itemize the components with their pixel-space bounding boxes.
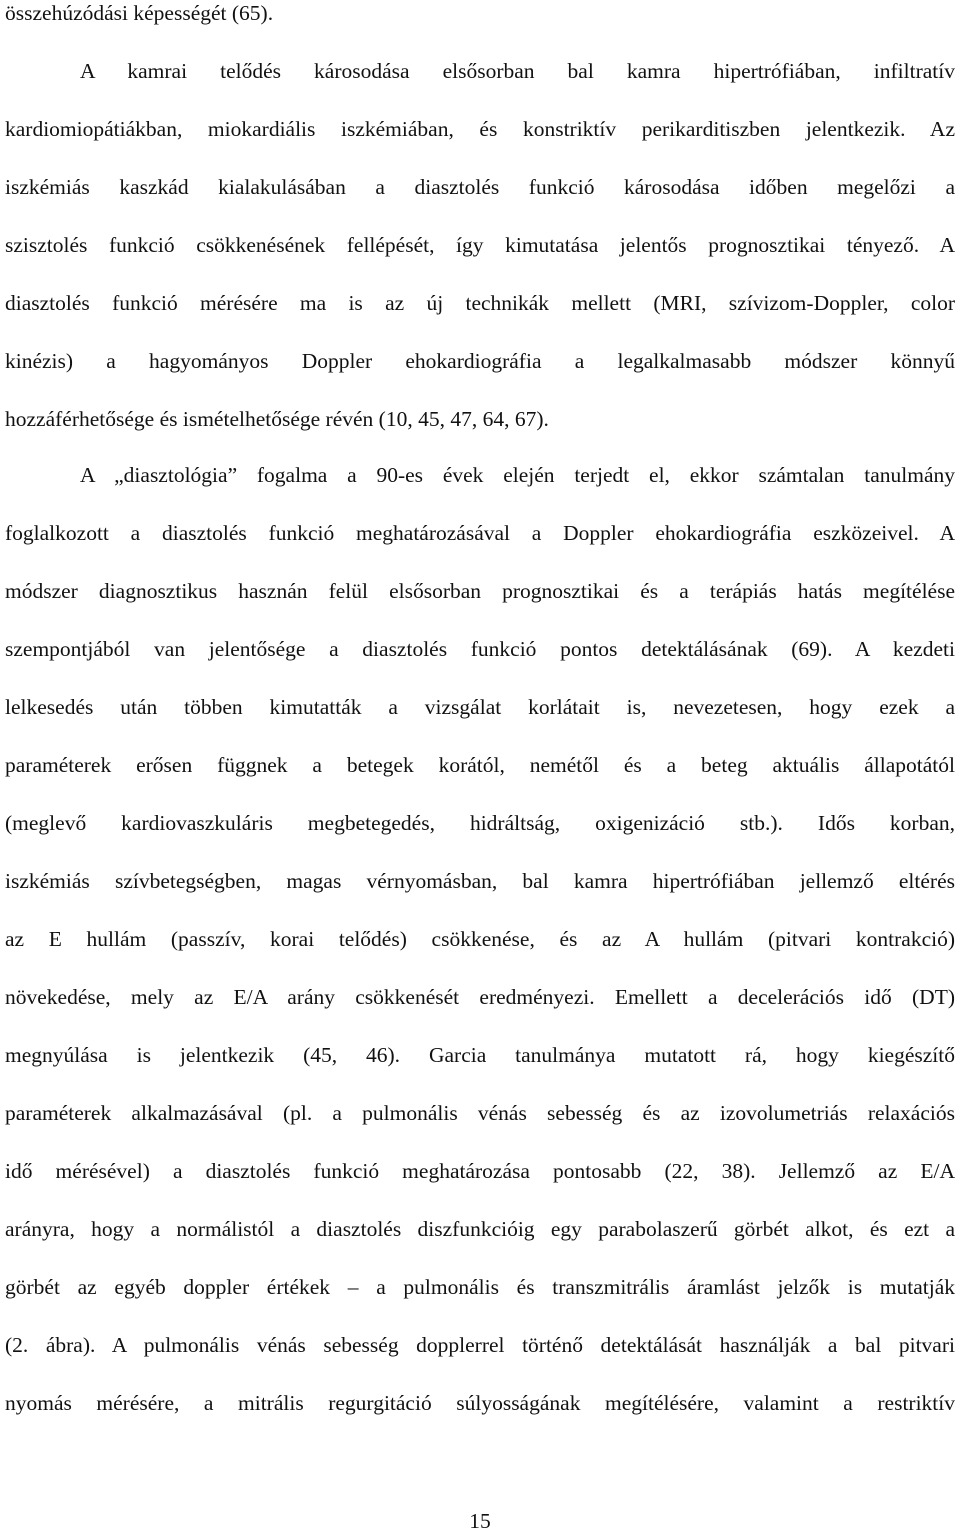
text-line: iszkémiás szívbetegségben, magas vérnyomásban, bal kamra hipertrófiában jellemző eltérés xyxy=(5,869,955,893)
text-line: diasztolés funkció mérésére ma is az új technikák mellett (MRI, szívizom-Doppler, color xyxy=(5,291,955,315)
text-line: nyomás mérésére, a mitrális regurgitáció súlyosságának megítélésére, valamint a restriktív xyxy=(5,1391,955,1415)
text-line: kardiomiopátiákban, miokardiális iszkémiában, és konstriktív perikarditiszben jelentkezik. Az xyxy=(5,117,955,141)
text-line: lelkesedés után többen kimutatták a vizsgálat korlátait is, nevezetesen, hogy ezek a xyxy=(5,695,955,719)
text-line: (meglevő kardiovaszkuláris megbetegedés, hidráltság, oxigenizáció stb.). Idős korban, xyxy=(5,811,955,835)
text-line: az E hullám (passzív, korai telődés) csökkenése, és az A hullám (pitvari kontrakció) xyxy=(5,927,955,951)
text-line: szempontjából van jelentősége a diasztolés funkció pontos detektálásának (69). A kezdeti xyxy=(5,637,955,661)
text-line: szisztolés funkció csökkenésének fellépését, így kimutatása jelentős prognosztikai tényező. A xyxy=(5,233,955,257)
text-line: növekedése, mely az E/A arány csökkenését eredményezi. Emellett a decelerációs idő (DT) xyxy=(5,985,955,1009)
text-line: görbét az egyéb doppler értékek – a pulmonális és transzmitrális áramlást jelzők is mutatják xyxy=(5,1275,955,1299)
text-line: módszer diagnosztikus hasznán felül elsősorban prognosztikai és a terápiás hatás megítélése xyxy=(5,579,955,603)
text-line: idő mérésével) a diasztolés funkció meghatározása pontosabb (22, 38). Jellemző az E/A xyxy=(5,1159,955,1183)
paragraph-1 xyxy=(5,0,955,448)
text-line: paraméterek alkalmazásával (pl. a pulmonális vénás sebesség és az izovolumetriás relaxációs xyxy=(5,1101,955,1125)
text-line: hozzáférhetősége és ismételhetősége révén (10, 45, 47, 64, 67). xyxy=(5,407,549,431)
text-line: (2. ábra). A pulmonális vénás sebesség dopplerrel történő detektálását használják a bal pitvari xyxy=(5,1333,955,1357)
text-line: foglalkozott a diasztolés funkció meghatározásával a Doppler ehokardiográfia eszközeivel. A xyxy=(5,521,955,545)
text-line: összehúzódási képességét (65). xyxy=(5,1,274,25)
text-line: A kamrai telődés károsodása elsősorban bal kamra hipertrófiában, infiltratív xyxy=(80,59,955,83)
text-line: megnyúlása is jelentkezik (45, 46). Garcia tanulmánya mutatott rá, hogy kiegészítő xyxy=(5,1043,955,1067)
text-line: arányra, hogy a normálistól a diasztolés diszfunkcióig egy parabolaszerű görbét alkot, és ezt a xyxy=(5,1217,955,1241)
text-line: A „diasztológia” fogalma a 90-es évek elején terjedt el, ekkor számtalan tanulmány xyxy=(80,463,955,487)
page-number: 15 xyxy=(469,1509,491,1533)
text-line: iszkémiás kaszkád kialakulásában a diasztolés funkció károsodása időben megelőzi a xyxy=(5,175,955,199)
text-line: kinézis) a hagyományos Doppler ehokardiográfia a legalkalmasabb módszer könnyű xyxy=(5,349,955,373)
text-line: paraméterek erősen függnek a betegek korától, nemétől és a beteg aktuális állapotától xyxy=(5,753,955,777)
paragraph-2 xyxy=(5,446,955,1432)
